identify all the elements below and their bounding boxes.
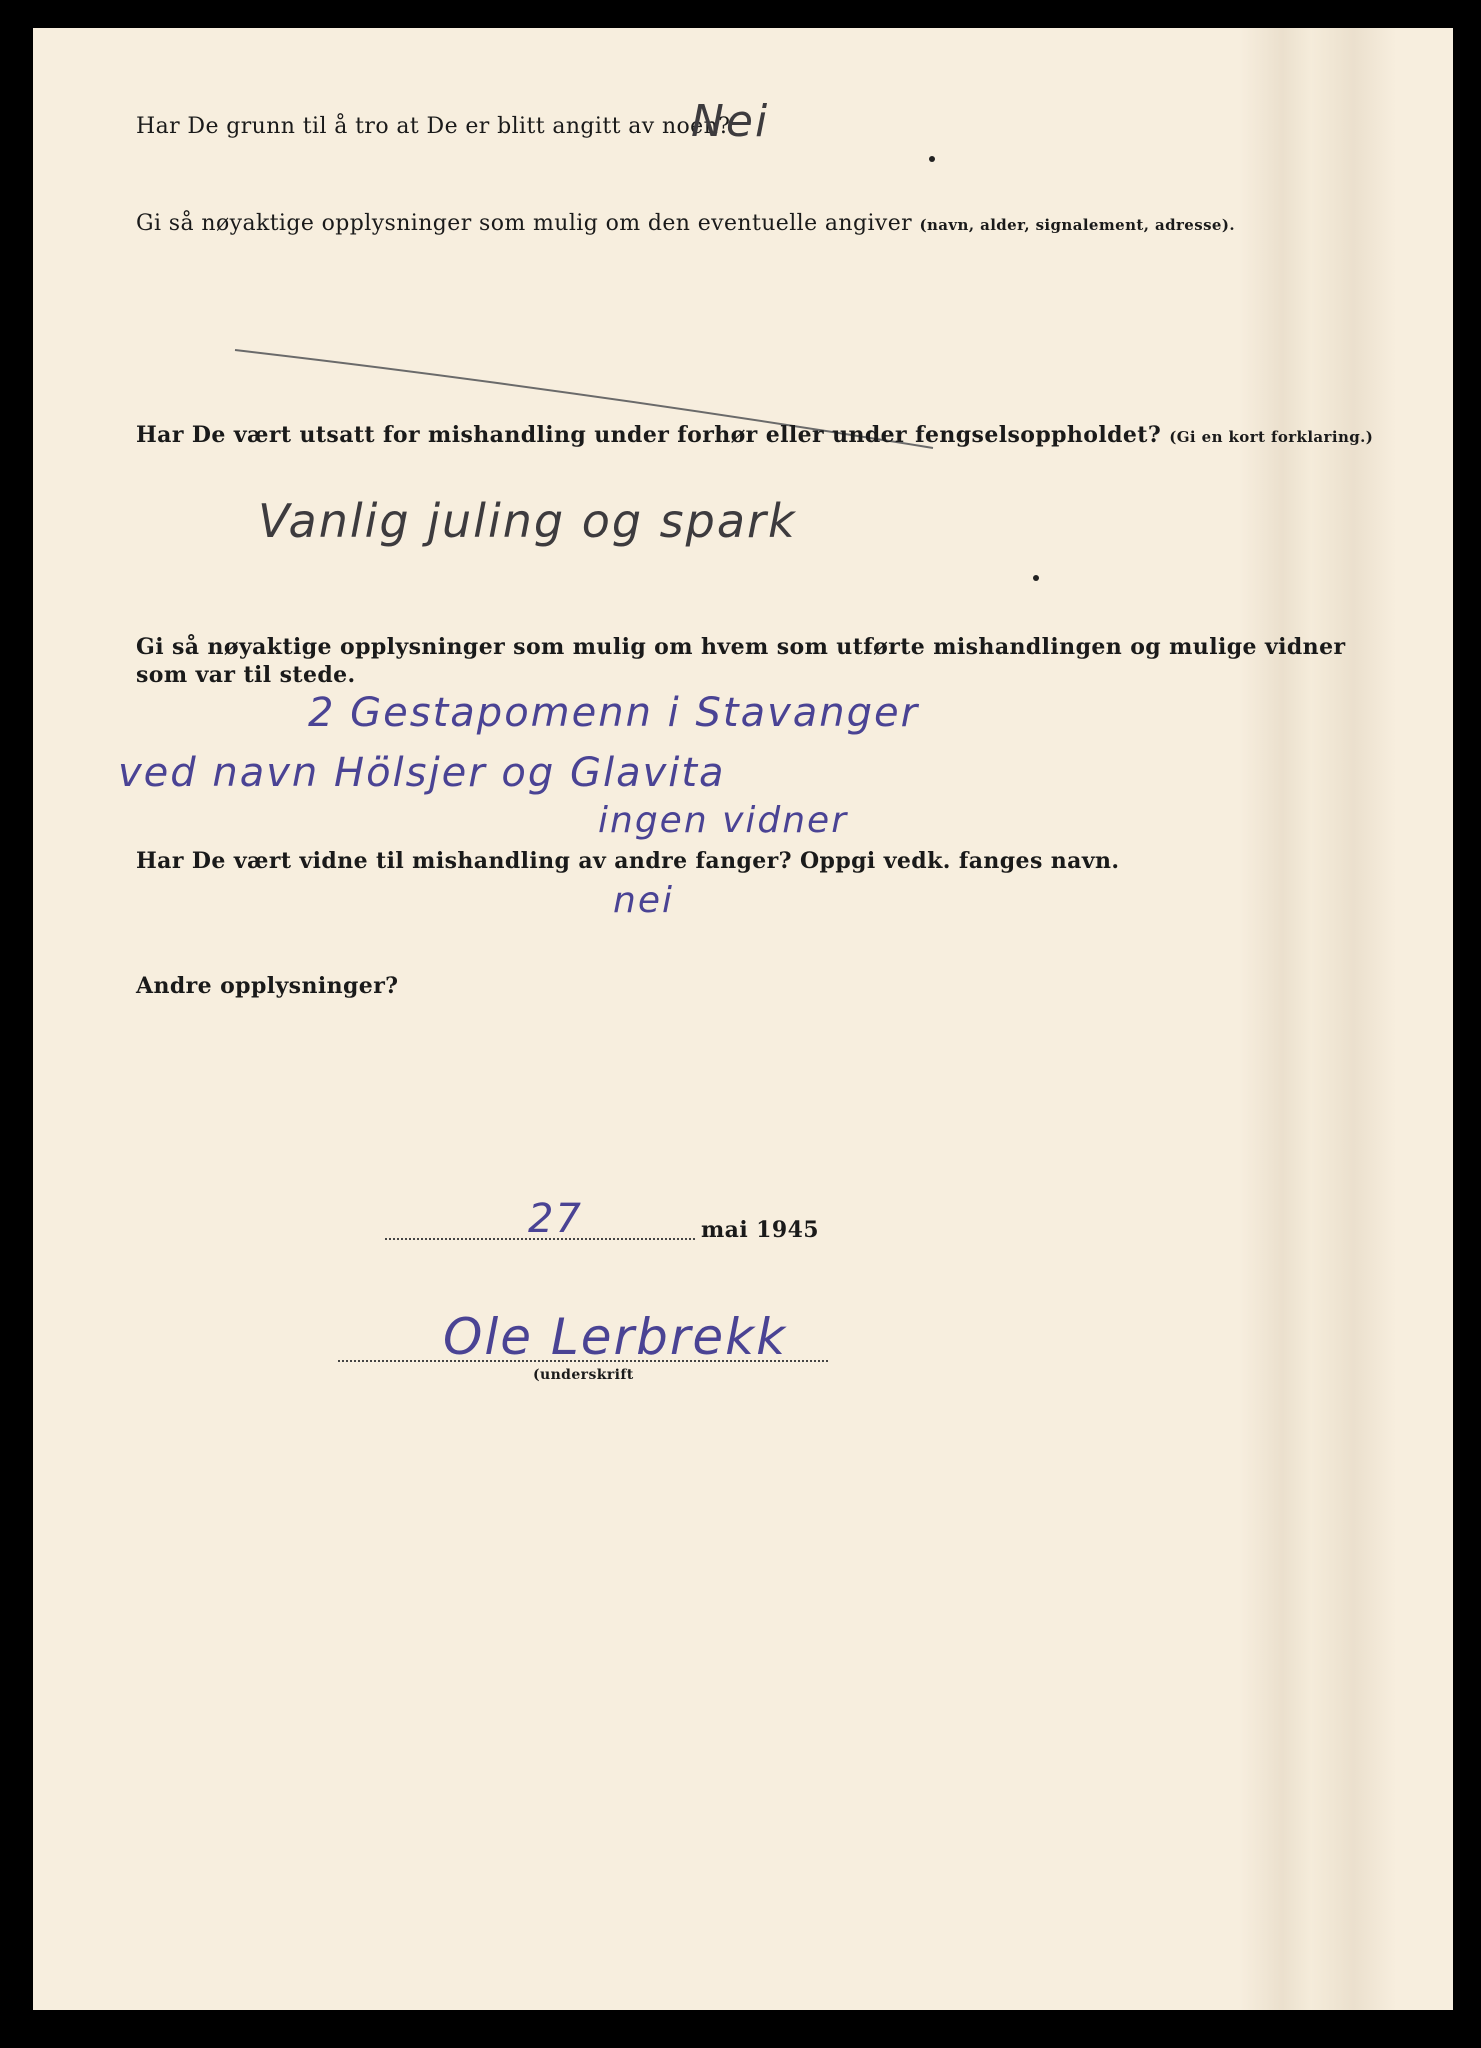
pencil-dot — [929, 156, 935, 162]
question-3 — [136, 422, 1373, 448]
form-sheet — [33, 28, 1453, 2010]
answer-3: Vanlig juling og spark — [258, 494, 797, 548]
question-2-main: Gi så nøyaktige opplysninger som mulig om den eventuelle angiver — [136, 211, 913, 236]
question-4-line-2: som var til stede. — [136, 662, 356, 688]
signature: Ole Lerbrekk — [443, 1308, 788, 1366]
answer-5: nei — [613, 880, 674, 921]
pencil-dot — [1033, 575, 1039, 581]
answer-4-line-3: ingen vidner — [598, 800, 849, 841]
question-5: Har De vært vidne til mishandling av andre fanger? Oppgi vedk. fanges navn. — [136, 848, 1120, 874]
question-3-main: Har De vært utsatt for mishandling under forhør eller under fengselsoppholdet? — [136, 422, 1162, 448]
question-2-note: (navn, alder, signalement, adresse). — [919, 216, 1235, 234]
answer-1: Nei — [691, 96, 770, 147]
signature-label: (underskrift — [533, 1367, 634, 1383]
question-1: Har De grunn til å tro at De er blitt angitt av noen? — [136, 114, 731, 139]
question-4-line-1: Gi så nøyaktige opplysninger som mulig om hvem som utførte mishandlingen og mulige vidner — [136, 634, 1346, 660]
answer-4-line-2: ved navn Hölsjer og Glavita — [118, 750, 726, 796]
question-6: Andre opplysninger? — [136, 973, 399, 999]
question-3-note: (Gi en kort forklaring.) — [1169, 428, 1374, 446]
question-2 — [136, 211, 1235, 236]
answer-4-line-1: 2 Gestapomenn i Stavanger — [308, 690, 920, 736]
date-month-year: mai 1945 — [701, 1217, 819, 1243]
date-day: 27 — [528, 1196, 583, 1242]
